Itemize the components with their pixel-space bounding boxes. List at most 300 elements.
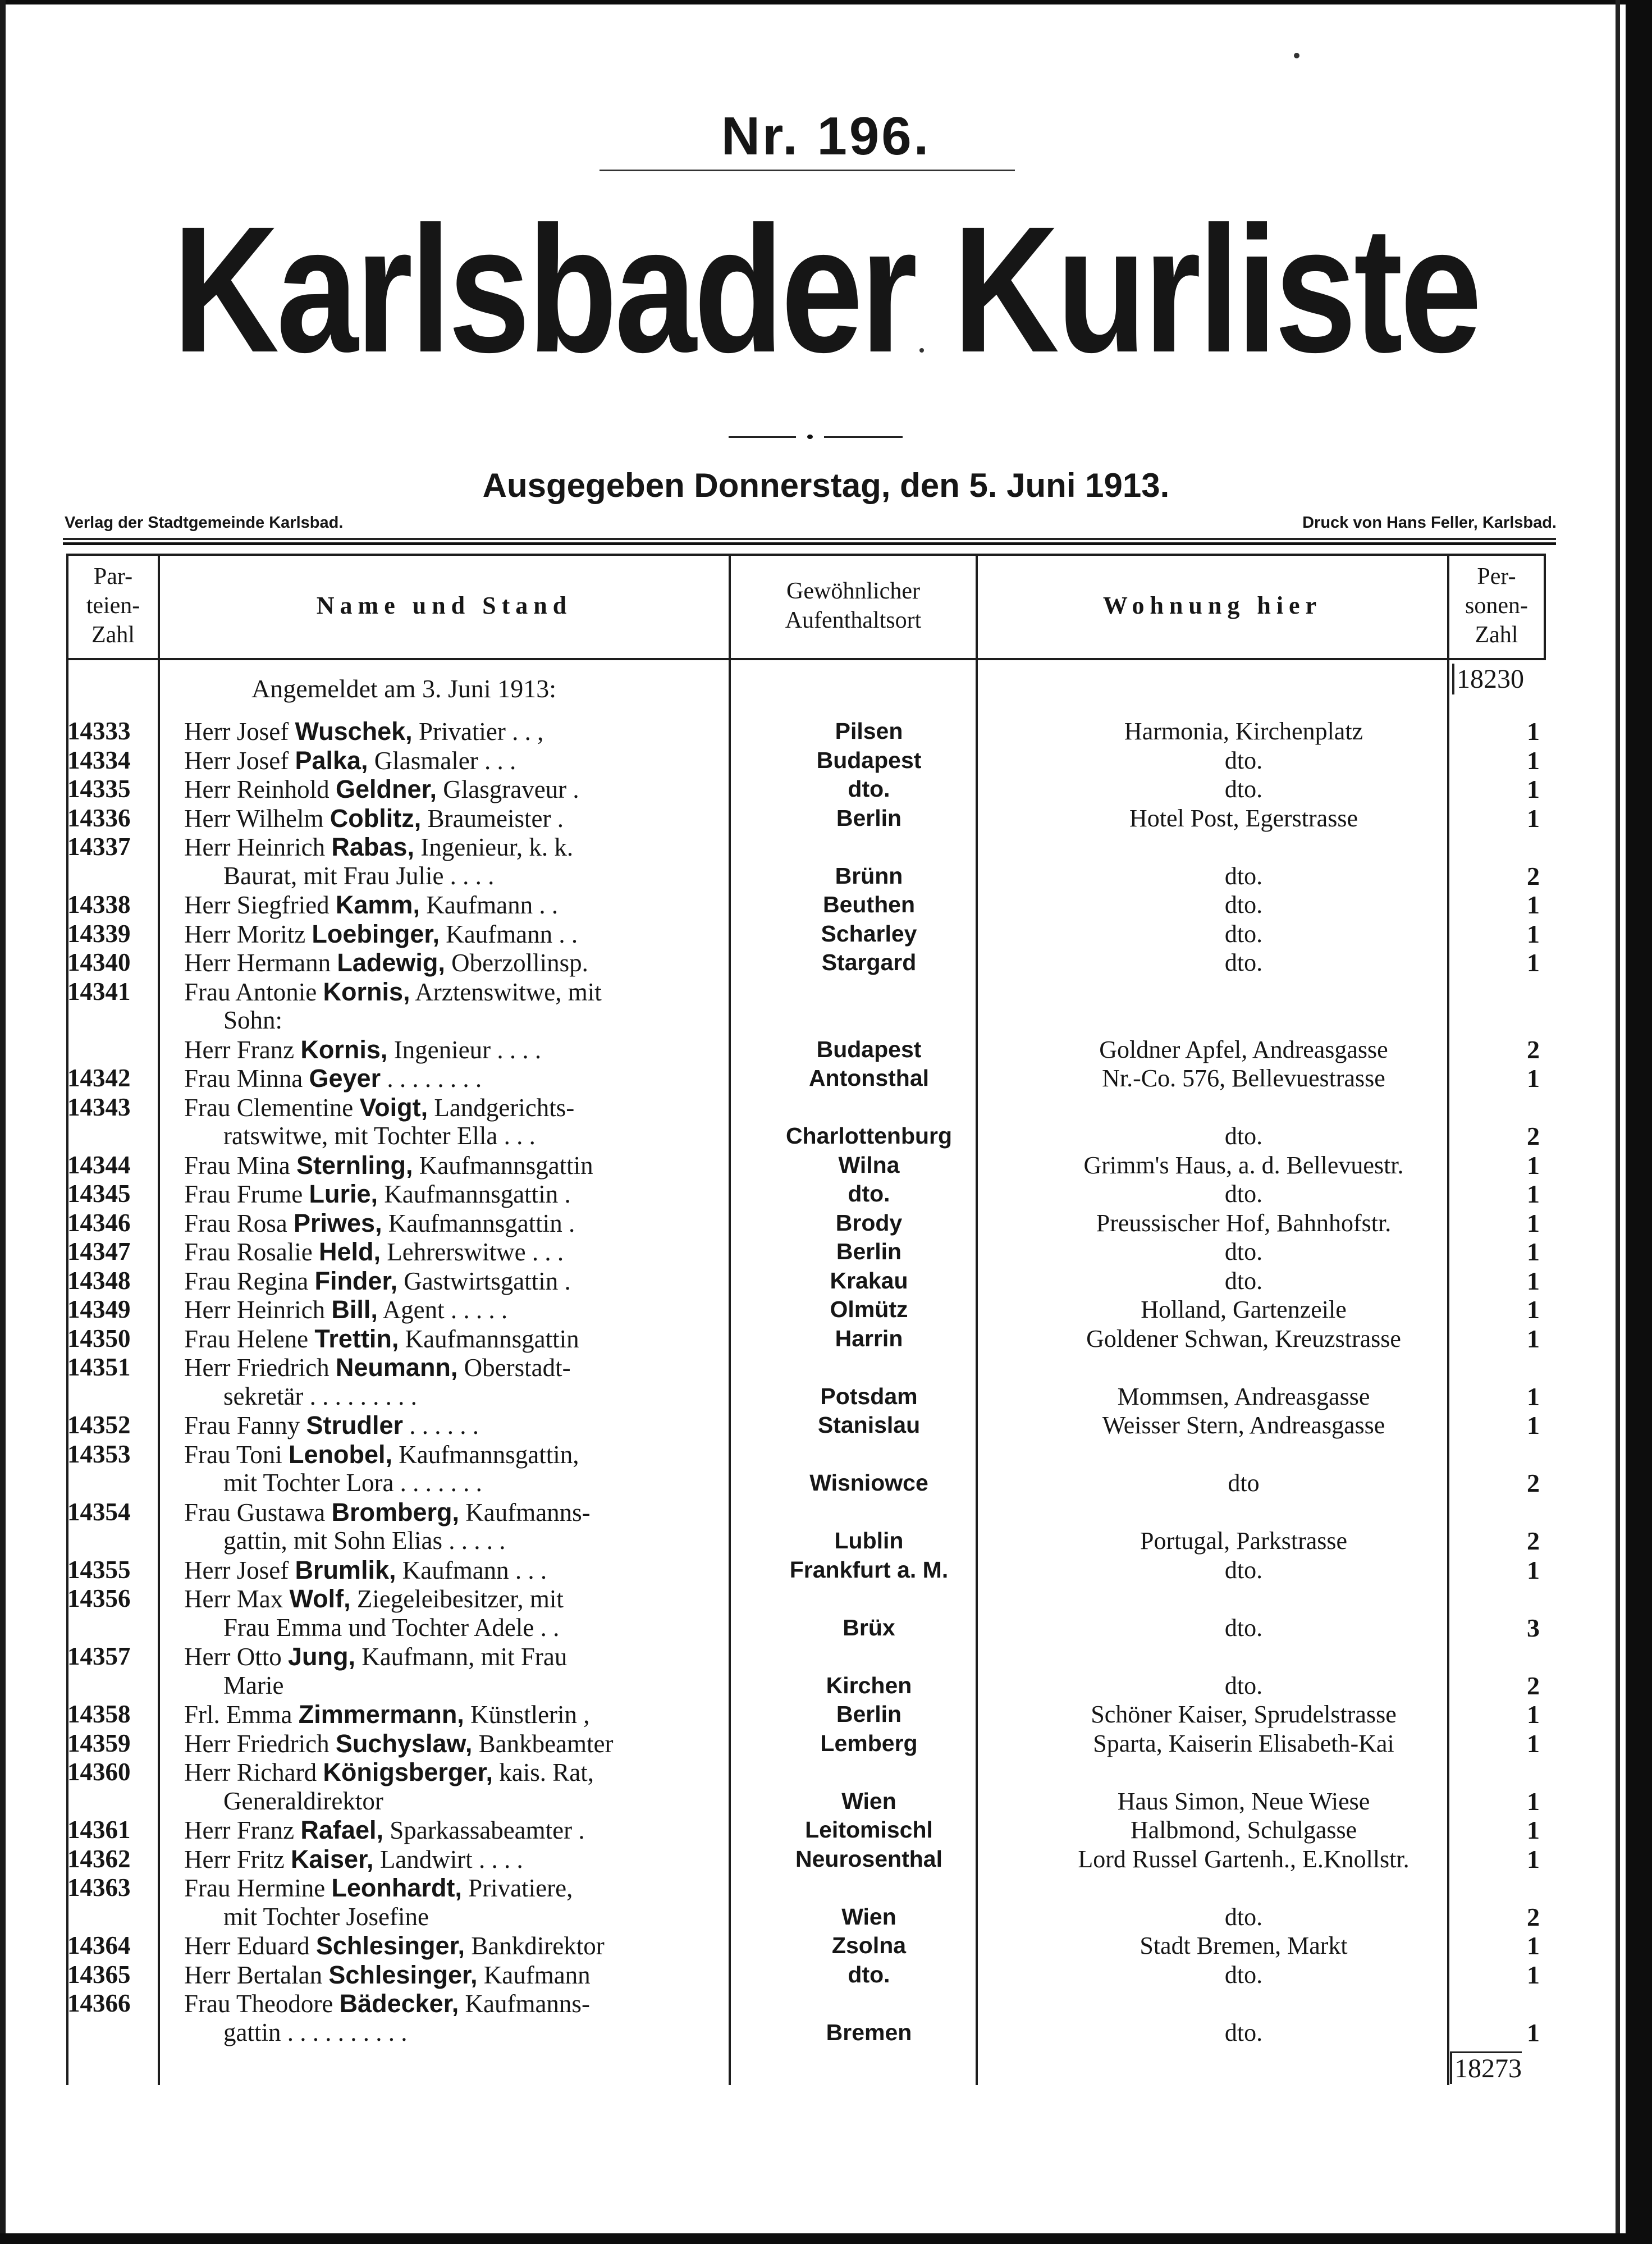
column-header-number: Par- teien- Zahl xyxy=(86,564,140,648)
party-number: 14334 xyxy=(67,746,131,774)
home-town: Bremen xyxy=(826,2019,912,2045)
home-town: Frankfurt a. M. xyxy=(789,1556,949,1583)
name-text: Baurat, mit Frau Julie . . . . xyxy=(223,861,495,890)
page-border-right-inner xyxy=(1616,0,1620,2244)
home-town: Budapest xyxy=(816,1036,922,1062)
home-town: Stanislau xyxy=(817,1412,921,1438)
column-header-persons: Per- sonen- Zahl xyxy=(1465,564,1528,648)
name-text: Kaufmanns- xyxy=(459,1498,591,1527)
guest-name-and-status xyxy=(184,1931,785,1960)
lodging-address: dto. xyxy=(1224,1960,1263,1989)
party-number: 14357 xyxy=(67,1642,131,1670)
guest-name-and-status xyxy=(184,746,785,775)
name-text: Kaufmann . . xyxy=(439,920,578,948)
name-text: Frau Gustawa xyxy=(184,1498,332,1527)
name-line xyxy=(184,1614,785,1643)
table-row xyxy=(66,1845,1546,1874)
name-text: . . . . . . xyxy=(403,1411,479,1439)
name-text: mit Tochter Josefine xyxy=(223,1902,429,1931)
party-number: 14366 xyxy=(67,1989,131,2017)
name-text: Frau Regina xyxy=(184,1267,315,1295)
name-text: Herr Franz xyxy=(184,1816,301,1844)
table-row xyxy=(66,1180,1546,1209)
surname: Finder, xyxy=(314,1266,397,1295)
name-text: Herr Siegfried xyxy=(184,891,336,919)
person-count: 1 xyxy=(1527,1295,1540,1324)
table-row xyxy=(66,1642,1546,1700)
lodging-address: Goldener Schwan, Kreuzstrasse xyxy=(1086,1324,1401,1352)
lodging-address: dto. xyxy=(1224,891,1263,918)
page-border-bottom xyxy=(0,2233,1652,2244)
person-count: 1 xyxy=(1527,1324,1540,1353)
home-town: Lublin xyxy=(834,1528,904,1553)
page-border-right xyxy=(1626,0,1652,2244)
party-number: 14365 xyxy=(67,1960,131,1989)
home-town: Beuthen xyxy=(823,892,915,917)
guest-name-and-status xyxy=(184,1556,785,1585)
name-text: mit Tochter Lora . . . . . . . xyxy=(223,1469,482,1497)
table-row xyxy=(66,1267,1546,1296)
name-text: Kaufmannsgattin, xyxy=(392,1440,579,1469)
name-text: Herr Fritz xyxy=(184,1845,291,1873)
surname: Held, xyxy=(318,1237,381,1266)
name-text: Ingenieur, k. k. xyxy=(414,833,574,861)
name-text: Kaufmann, mit Frau xyxy=(355,1643,568,1671)
name-line xyxy=(184,1267,785,1296)
name-text: Herr Josef xyxy=(184,717,295,746)
party-number: 14340 xyxy=(67,948,131,976)
running-total-end: 18273 xyxy=(1450,2051,1522,2084)
party-number: 14337 xyxy=(67,833,131,861)
lodging-address: Harmonia, Kirchenplatz xyxy=(1124,717,1363,745)
person-count: 1 xyxy=(1527,1960,1540,1989)
surname: Suchyslaw, xyxy=(335,1729,473,1758)
surname: Bädecker, xyxy=(339,1989,459,2018)
name-line xyxy=(184,1237,785,1267)
surname: Kornis, xyxy=(300,1035,388,1064)
party-number: 14339 xyxy=(67,919,131,948)
surname: Kaiser, xyxy=(290,1844,374,1873)
name-line xyxy=(184,1845,785,1874)
name-line xyxy=(184,1093,785,1122)
party-number: 14342 xyxy=(67,1064,131,1092)
column-header-name: Name und Stand xyxy=(316,592,573,619)
guest-name-and-status xyxy=(184,1989,785,2047)
name-line xyxy=(184,2018,785,2048)
home-town: Budapest xyxy=(816,747,922,773)
party-number: 14359 xyxy=(67,1729,131,1757)
table-row xyxy=(66,833,1546,890)
name-line xyxy=(184,746,785,775)
name-text: gattin . . . . . . . . . . xyxy=(223,2018,408,2046)
print-speck xyxy=(1294,53,1299,58)
home-town: Lemberg xyxy=(820,1730,918,1756)
table-row xyxy=(66,1353,1546,1411)
name-text: Herr Reinhold xyxy=(184,775,336,803)
name-text: kais. Rat, xyxy=(492,1758,594,1786)
lodging-address: Sparta, Kaiserin Elisabeth-Kai xyxy=(1093,1729,1394,1757)
home-town: dto. xyxy=(848,1181,890,1206)
home-town: Wien xyxy=(841,1788,896,1814)
person-count: 2 xyxy=(1527,1035,1540,1064)
name-text: Frau Theodore xyxy=(184,1990,340,2018)
name-text: Frau Frume xyxy=(184,1180,309,1208)
party-number: 14354 xyxy=(67,1497,131,1526)
home-town: dto. xyxy=(848,776,890,802)
lodging-address: dto. xyxy=(1224,949,1263,976)
name-line xyxy=(184,862,785,891)
name-line xyxy=(184,717,785,746)
party-number: 14353 xyxy=(67,1439,131,1468)
home-town: Stargard xyxy=(821,949,917,975)
name-text: Kaufmann . . . xyxy=(396,1556,547,1584)
person-count: 1 xyxy=(1527,1180,1540,1208)
guest-name-and-status xyxy=(184,977,785,1064)
page-border-top xyxy=(0,0,1652,4)
lodging-address: Haus Simon, Neue Wiese xyxy=(1117,1787,1370,1815)
person-count: 2 xyxy=(1527,1902,1540,1931)
name-line xyxy=(184,1700,785,1729)
name-text: Bankbeamter xyxy=(472,1729,614,1758)
name-text: Frau Clementine xyxy=(184,1093,360,1122)
name-text: Herr Bertalan xyxy=(184,1960,329,1989)
table-row xyxy=(66,1209,1546,1238)
guest-name-and-status xyxy=(184,1700,785,1729)
lodging-address: dto. xyxy=(1224,920,1263,948)
party-number: 14352 xyxy=(67,1411,131,1439)
name-line xyxy=(184,1873,785,1903)
name-line xyxy=(184,833,785,862)
surname: Geyer xyxy=(309,1064,381,1093)
name-line xyxy=(184,1035,785,1064)
lodging-address: dto. xyxy=(1224,1671,1263,1699)
name-text: Frau Rosalie xyxy=(184,1238,319,1266)
table-row xyxy=(66,1411,1546,1440)
name-line xyxy=(184,1642,785,1671)
surname: Zimmermann, xyxy=(298,1700,464,1729)
name-text: Kaufmann . . xyxy=(419,891,559,919)
name-text: Frau Antonie xyxy=(184,977,323,1006)
person-count: 1 xyxy=(1527,803,1540,833)
issue-number: Nr. 196. xyxy=(721,106,931,166)
guest-name-and-status xyxy=(184,1584,785,1642)
name-line xyxy=(184,1353,785,1382)
name-text: Kaufmannsgattin . xyxy=(382,1209,575,1237)
lodging-address: dto. xyxy=(1224,1614,1263,1642)
lodging-address: dto. xyxy=(1224,862,1263,890)
lodging-address: Stadt Bremen, Markt xyxy=(1140,1932,1348,1959)
table-row xyxy=(66,1064,1546,1093)
surname: Wolf, xyxy=(289,1584,351,1613)
column-header-lodging: Wohnung hier xyxy=(1102,592,1322,619)
party-number: 14358 xyxy=(67,1700,131,1728)
person-count: 1 xyxy=(1527,775,1540,803)
name-text: Herr Josef xyxy=(184,746,295,775)
person-count: 1 xyxy=(1527,1931,1540,1960)
name-text: Oberstadt- xyxy=(457,1354,571,1382)
lodging-address: Nr.-Co. 576, Bellevuestrasse xyxy=(1102,1064,1385,1092)
party-number: 14349 xyxy=(67,1295,131,1323)
name-line xyxy=(184,1787,785,1816)
person-count: 1 xyxy=(1527,890,1540,919)
party-number: 14356 xyxy=(67,1584,131,1612)
table-row xyxy=(66,1093,1546,1151)
table-row xyxy=(66,1729,1546,1758)
name-line xyxy=(184,1469,785,1498)
name-line xyxy=(184,1989,785,2018)
name-text: Frl. Emma xyxy=(184,1701,299,1729)
table-row xyxy=(66,1237,1546,1267)
name-text: . . . . . . . . xyxy=(381,1064,482,1093)
lodging-address: Grimm's Haus, a. d. Bellevuestr. xyxy=(1083,1151,1404,1179)
table-row xyxy=(66,1498,1546,1556)
name-line xyxy=(184,1527,785,1556)
party-number: 14364 xyxy=(67,1931,131,1959)
lodging-address: Holland, Gartenzeile xyxy=(1141,1296,1347,1323)
home-town: Charlottenburg xyxy=(785,1123,953,1149)
table-row xyxy=(66,948,1546,977)
person-count: 1 xyxy=(1527,1064,1540,1093)
surname: Königsberger, xyxy=(323,1758,493,1786)
home-town: Potsdam xyxy=(820,1383,918,1409)
home-town: Berlin xyxy=(836,1701,902,1727)
column-header-origin: Gewöhnlicher Aufenthaltsort xyxy=(785,578,922,633)
person-count: 1 xyxy=(1527,948,1540,977)
guest-name-and-status xyxy=(184,1151,785,1180)
lodging-address: dto. xyxy=(1224,746,1263,774)
name-text: Frau Mina xyxy=(184,1151,296,1180)
guest-name-and-status xyxy=(184,1324,785,1354)
surname: Schlesinger, xyxy=(315,1931,465,1960)
party-number: 14341 xyxy=(67,977,131,1006)
person-count: 1 xyxy=(1527,1816,1540,1844)
person-count: 1 xyxy=(1527,1786,1540,1816)
surname: Loebinger, xyxy=(312,919,440,948)
name-line xyxy=(184,1729,785,1758)
name-text: Sohn: xyxy=(223,1006,283,1034)
home-town: Antonsthal xyxy=(808,1065,930,1091)
name-text: Sparkassabeamter . xyxy=(383,1816,585,1844)
party-number: 14345 xyxy=(67,1180,131,1208)
party-number: 14350 xyxy=(67,1324,131,1352)
lodging-address: dto. xyxy=(1224,1122,1263,1150)
guest-name-and-status xyxy=(184,1498,785,1556)
column-rule xyxy=(1544,554,1546,658)
edition-date: Ausgegeben Donnerstag, den 5. Juni 1913. xyxy=(482,467,1170,504)
home-town: Harrin xyxy=(835,1325,903,1351)
table-row xyxy=(66,1873,1546,1931)
surname: Neumann, xyxy=(335,1353,458,1382)
page-border-left xyxy=(0,0,6,2244)
home-town: Brünn xyxy=(835,862,903,889)
guest-name-and-status xyxy=(184,948,785,977)
person-count: 1 xyxy=(1527,1700,1540,1729)
surname: Leonhardt, xyxy=(331,1873,462,1902)
guest-name-and-status xyxy=(184,1093,785,1151)
party-number: 14361 xyxy=(67,1816,131,1844)
name-text: Ziegeleibesitzer, mit xyxy=(350,1585,564,1613)
surname: Bromberg, xyxy=(331,1497,459,1527)
party-number: 14344 xyxy=(67,1150,131,1179)
party-number: 14343 xyxy=(67,1093,131,1121)
home-town: Berlin xyxy=(836,1238,902,1264)
table-row xyxy=(66,1960,1546,1990)
name-line xyxy=(184,1411,785,1440)
name-text: Bankdirektor xyxy=(465,1932,605,1960)
party-number: 14347 xyxy=(67,1237,131,1265)
lodging-address: dto. xyxy=(1224,1903,1263,1931)
guest-name-and-status xyxy=(184,1642,785,1700)
guest-name-and-status xyxy=(184,1440,785,1498)
name-text: sekretär . . . . . . . . . xyxy=(223,1382,417,1410)
lodging-address: dto xyxy=(1228,1469,1260,1497)
guest-name-and-status xyxy=(184,1064,785,1093)
name-text: Ingenieur . . . . xyxy=(387,1035,542,1064)
name-line xyxy=(184,1584,785,1614)
entry-list xyxy=(66,717,1546,2047)
table-row xyxy=(66,920,1546,949)
home-town: Scharley xyxy=(821,920,917,947)
name-text: Agent . . . . . xyxy=(377,1296,508,1324)
name-line xyxy=(184,804,785,833)
guest-name-and-status xyxy=(184,1758,785,1816)
name-text: Marie xyxy=(223,1671,284,1699)
name-text: Künstlerin , xyxy=(464,1701,590,1729)
name-line xyxy=(184,890,785,920)
person-count: 1 xyxy=(1527,717,1540,746)
guest-name-and-status xyxy=(184,1960,785,1990)
name-text: ratswitwe, mit Tochter Ella . . . xyxy=(223,1122,536,1150)
person-count: 2 xyxy=(1527,1469,1540,1497)
surname: Bill, xyxy=(331,1295,378,1324)
party-number: 14348 xyxy=(67,1266,131,1295)
table-row xyxy=(66,717,1546,746)
surname: Lurie, xyxy=(309,1180,378,1208)
person-count: 1 xyxy=(1527,1555,1540,1584)
guest-name-and-status xyxy=(184,1237,785,1267)
name-line xyxy=(184,1816,785,1845)
name-text: Herr Friedrich xyxy=(184,1729,336,1758)
surname: Rabas, xyxy=(331,833,414,861)
surname: Coblitz, xyxy=(330,803,422,833)
name-text: gattin, mit Sohn Elias . . . . . xyxy=(223,1527,506,1555)
name-text: Oberzollinsp. xyxy=(445,949,588,977)
name-text: Kaufmannsgattin . xyxy=(378,1180,571,1208)
name-text: Frau Emma und Tochter Adele . . xyxy=(223,1613,560,1642)
name-text: Herr Franz xyxy=(184,1035,301,1064)
name-line xyxy=(184,1556,785,1585)
name-text: Kaufmann xyxy=(477,1960,591,1989)
name-text: Herr Heinrich xyxy=(184,1296,332,1324)
surname: Ladewig, xyxy=(337,948,445,977)
table-row xyxy=(66,1584,1546,1642)
name-text: Frau Toni xyxy=(184,1440,289,1469)
surname: Trettin, xyxy=(314,1324,399,1353)
lodging-address: Weisser Stern, Andreasgasse xyxy=(1102,1411,1385,1439)
name-text: Frau Hermine xyxy=(184,1874,332,1902)
name-line xyxy=(184,1440,785,1469)
name-text: Glasgraveur . xyxy=(437,775,579,803)
guest-name-and-status xyxy=(184,1180,785,1209)
name-text: Frau Fanny xyxy=(184,1411,306,1439)
party-number: 14333 xyxy=(67,717,131,745)
person-count: 1 xyxy=(1527,1237,1540,1266)
guest-list-table xyxy=(66,554,1546,2085)
name-line xyxy=(184,1671,785,1701)
header-rule xyxy=(63,538,1556,540)
table-row xyxy=(66,1816,1546,1845)
lodging-address: dto. xyxy=(1224,775,1263,803)
lodging-address: Portugal, Parkstrasse xyxy=(1140,1527,1348,1555)
name-line xyxy=(184,1903,785,1932)
person-count: 1 xyxy=(1527,1208,1540,1237)
guest-name-and-status xyxy=(184,1209,785,1238)
party-number: 14346 xyxy=(67,1208,131,1237)
table-row xyxy=(66,1556,1546,1585)
party-number: 14360 xyxy=(67,1758,131,1786)
party-number: 14362 xyxy=(67,1844,131,1873)
guest-name-and-status xyxy=(184,920,785,949)
party-number: 14363 xyxy=(67,1873,131,1902)
person-count: 2 xyxy=(1527,1527,1540,1555)
party-number: 14351 xyxy=(67,1353,131,1381)
name-text: Kaufmanns- xyxy=(459,1990,590,2018)
lodging-address: dto. xyxy=(1224,1556,1263,1584)
name-line xyxy=(184,775,785,804)
table-row xyxy=(66,890,1546,920)
name-text: Privatiere, xyxy=(461,1874,573,1902)
person-count: 2 xyxy=(1527,1671,1540,1700)
name-line xyxy=(184,1382,785,1411)
name-line xyxy=(184,948,785,977)
guest-name-and-status xyxy=(184,1353,785,1411)
name-line xyxy=(184,1324,785,1354)
name-line xyxy=(184,1122,785,1151)
name-line xyxy=(184,1006,785,1035)
name-line xyxy=(184,1295,785,1324)
party-number: 14335 xyxy=(67,775,131,803)
lodging-address: Goldner Apfel, Andreasgasse xyxy=(1099,1035,1388,1063)
masthead-title: Karlsbader Kurliste xyxy=(172,189,1480,390)
home-town: Kirchen xyxy=(826,1672,912,1698)
header-rule xyxy=(63,542,1556,545)
home-town: Zsolna xyxy=(831,1932,907,1958)
surname: Brumlik, xyxy=(295,1555,396,1584)
table-row xyxy=(66,1151,1546,1180)
name-text: Gastwirtsgattin . xyxy=(397,1267,571,1295)
name-text: Generaldirektor xyxy=(223,1786,383,1815)
table-row xyxy=(66,1989,1546,2047)
surname: Lenobel, xyxy=(289,1439,393,1469)
name-text: Arztenswitwe, mit xyxy=(410,977,602,1006)
guest-name-and-status xyxy=(184,1845,785,1874)
person-count: 1 xyxy=(1527,919,1540,948)
guest-name-and-status xyxy=(184,833,785,890)
home-town: Brody xyxy=(835,1209,903,1236)
home-town: Pilsen xyxy=(835,718,903,744)
name-line xyxy=(184,1209,785,1238)
publisher-credit: Verlag der Stadtgemeinde Karlsbad. xyxy=(65,514,344,532)
guest-name-and-status xyxy=(184,1295,785,1324)
name-text: Privatier . . , xyxy=(412,717,544,746)
lodging-address: dto. xyxy=(1224,2018,1263,2046)
surname: Priwes, xyxy=(294,1208,382,1237)
guest-name-and-status xyxy=(184,1873,785,1931)
name-text: Frau Rosa xyxy=(184,1209,294,1237)
running-total-start: 18230 xyxy=(1452,664,1524,694)
lodging-address: dto. xyxy=(1224,1238,1263,1265)
person-count: 1 xyxy=(1527,1266,1540,1295)
